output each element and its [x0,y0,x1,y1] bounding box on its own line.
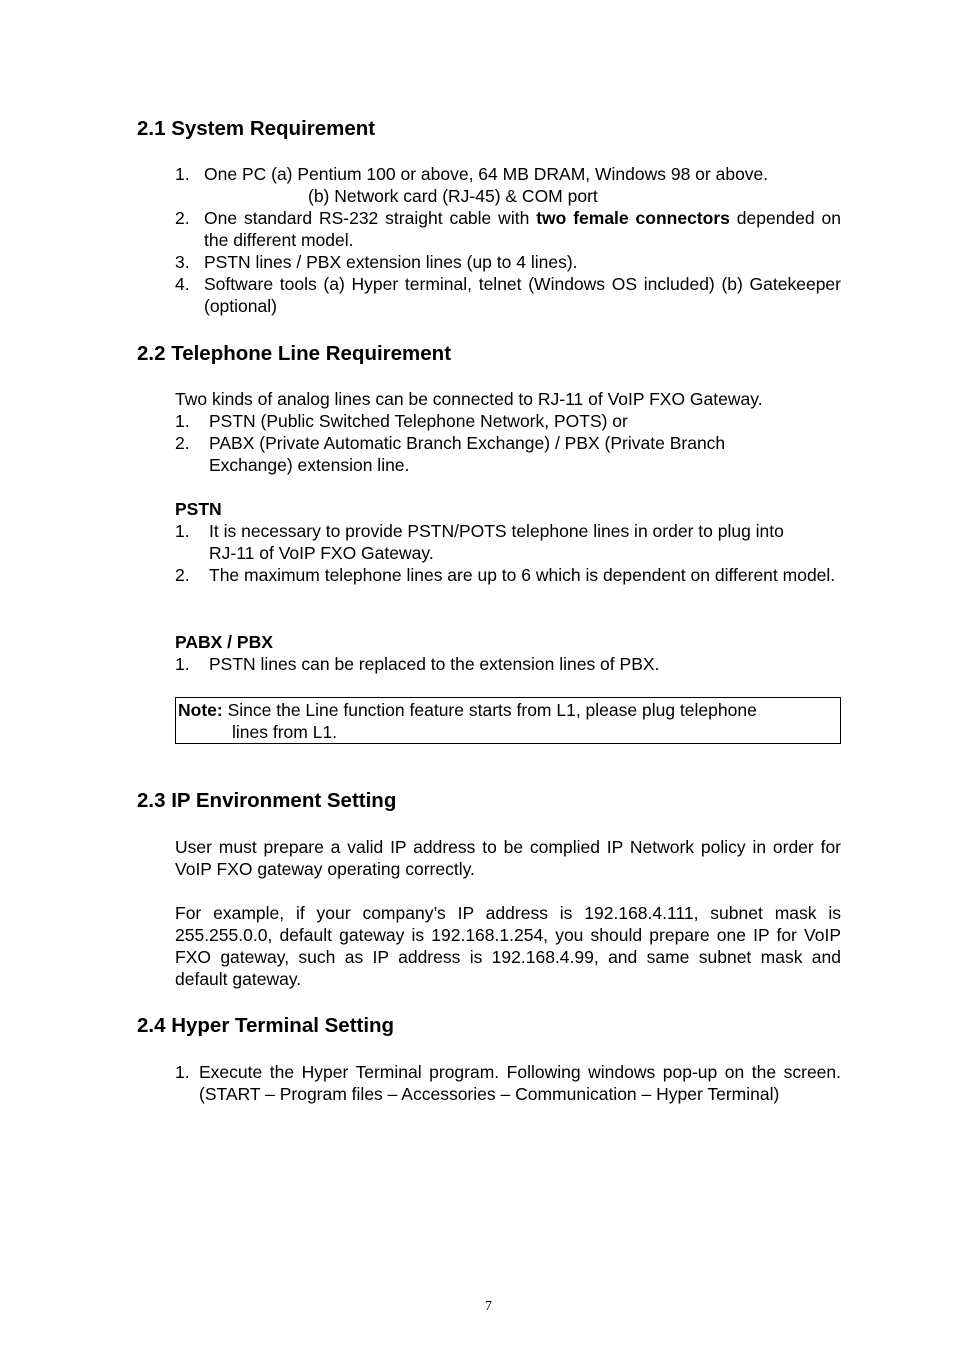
list-text [204,207,841,251]
list-text: PABX (Private Automatic Branch Exchange) / PBX (Private Branch Exchange) extension line. [209,433,726,475]
list-text: One PC (a) Pentium 100 or above, 64 MB DRAM, Windows 98 or above. [204,164,769,184]
note-label: Note: [178,700,223,720]
list-number: 1. [175,654,190,674]
list-item [175,410,841,432]
ip-environment-block [175,836,841,990]
note-text: Since the Line function feature starts from L1, please plug telephone [222,700,757,720]
list-item [175,207,841,251]
list-text-part: depended on the different model. [204,208,841,250]
list-item [175,520,841,564]
list-number: 1. [175,521,190,541]
list-item [175,251,841,273]
list-text: PSTN lines can be replaced to the extension lines of PBX. [209,654,660,674]
list-text: PSTN (Public Switched Telephone Network, POTS) or [209,411,628,431]
pstn-block [175,498,841,586]
telephone-line-block [175,388,841,476]
list-item [175,273,841,317]
list-number: 1. [175,164,190,184]
heading-telephone-line-requirement: 2.2 Telephone Line Requirement [137,342,452,365]
heading-hyper-terminal-setting: 2.4 Hyper Terminal Setting [137,1014,395,1037]
list-item [175,653,841,675]
list-item [175,163,841,207]
list-text: Software tools (a) Hyper terminal, telnet (Windows OS included) (b) Gatekeeper (optional) [204,274,841,316]
subheading-pstn: PSTN [175,499,222,519]
note-line [178,699,840,721]
list-number: 2. [175,208,190,228]
list-text: The maximum telephone lines are up to 6 which is dependent on different model. [209,565,836,585]
paragraph: For example, if your company’s IP address is 192.168.4.111, subnet mask is 255.255.0.0, default gateway is 192.168.1.254, you should prepare one IP for VoIP FXO gateway, such as IP address is 192.168.4.99, and same subnet mask and default gateway. [175,903,841,989]
list-number: 4. [175,274,190,294]
list-text: It is necessary to provide PSTN/POTS telephone lines in order to plug into RJ-11 of VoIP FXO Gateway. [209,521,784,563]
list-number: 1. [175,411,190,431]
list-text-part: One standard RS-232 straight cable with [204,208,537,228]
pabx-block [175,631,841,675]
list-number: 2. [175,565,190,585]
list-number: 1. [175,1062,190,1082]
paragraph: Two kinds of analog lines can be connected to RJ-11 of VoIP FXO Gateway. [175,389,763,409]
page-number: 7 [485,1299,492,1314]
list-subtext: (b) Network card (RJ-45) & COM port [308,186,598,206]
list-item [175,564,841,586]
subheading-pabx: PABX / PBX [175,632,273,652]
paragraph: User must prepare a valid IP address to be complied IP Network policy in order for VoIP FXO gateway operating correctly. [175,837,841,879]
heading-ip-environment-setting: 2.3 IP Environment Setting [137,789,397,812]
list-text: Execute the Hyper Terminal program. Following windows pop-up on the screen. (START – Program files – Accessories – Communication – Hyper Terminal) [199,1062,841,1104]
note-box [175,697,841,744]
list-item [175,1061,841,1105]
list-text-bold: two female connectors [536,208,730,228]
note-line: lines from L1. [232,722,338,742]
system-requirement-list [175,163,841,317]
hyper-terminal-block [175,1061,841,1105]
list-item [175,432,841,476]
list-number: 2. [175,433,190,453]
list-number: 3. [175,252,190,272]
list-text: PSTN lines / PBX extension lines (up to 4 lines). [204,252,578,272]
heading-system-requirement: 2.1 System Requirement [137,117,376,140]
